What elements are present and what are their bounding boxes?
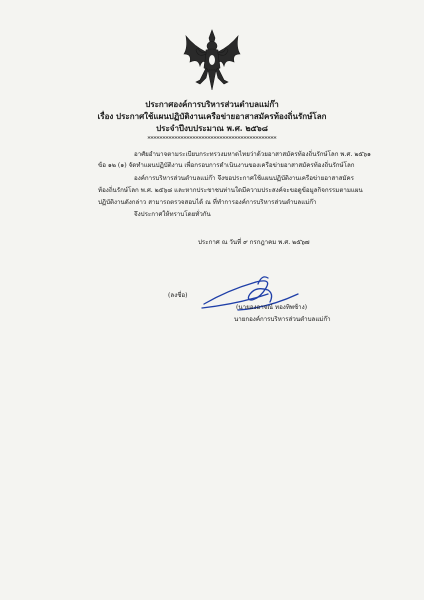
- body-paragraph-1-line-2: ข้อ ๑๒ (๑) จัดทำแผนปฏิบัติงาน เพื่อกรอบการดำเนินงานของเครือข่ายอาสาสมัครท้องถิ่นรักษ์โลก: [98, 162, 355, 169]
- body-paragraph-2-line-1: องค์การบริหารส่วนตำบลแม่ก๊า จึงขอประกาศใช้แผนปฏิบัติงานเครือข่ายอาสาสมัคร: [134, 175, 355, 182]
- body-paragraph-2-line-2: ท้องถิ่นรักษ์โลก พ.ศ. ๒๕๖๘ และหากประชาชนท่านใดมีความประสงค์จะขอดูข้อมูลกิจกรรมตามแผน: [98, 187, 363, 194]
- body-paragraph-1-line-1: อาศัยอำนาจตามระเบียบกระทรวงมหาดไทยว่าด้วยอาสาสมัครท้องถิ่นรักษ์โลก พ.ศ. ๒๕๖๑: [134, 151, 371, 158]
- signatory-name: (นายองอาจณ์ ทองทิพช้าง): [236, 304, 308, 311]
- signature-label: (ลงชื่อ): [168, 292, 188, 299]
- body-paragraph-2-line-3: ปฏิบัติงานดังกล่าว สามารถตรวจสอบได้ ณ ที่ทำการองค์การบริหารส่วนตำบลแม่ก๊า: [98, 199, 317, 206]
- announcement-date: ประกาศ ณ วันที่ ๙ กรกฎาคม พ.ศ. ๒๕๖๗: [198, 239, 310, 246]
- announcement-title: ประกาศองค์การบริหารส่วนตำบลแม่ก๊า: [145, 99, 279, 109]
- closing-sentence: จึงประกาศให้ทราบโดยทั่วกัน: [134, 211, 211, 218]
- asterisk-divider: *******************************************: [147, 136, 277, 143]
- fiscal-year-line: ประจำปีงบประมาณ พ.ศ. ๒๕๖๘: [156, 123, 268, 133]
- signatory-position: นายกองค์การบริหารส่วนตำบลแม่ก๊า: [234, 316, 331, 323]
- garuda-emblem-icon: [182, 28, 242, 94]
- announcement-subject: เรื่อง ประกาศใช้แผนปฏิบัติงานเครือข่ายอาสาสมัครท้องถิ่นรักษ์โลก: [97, 111, 327, 121]
